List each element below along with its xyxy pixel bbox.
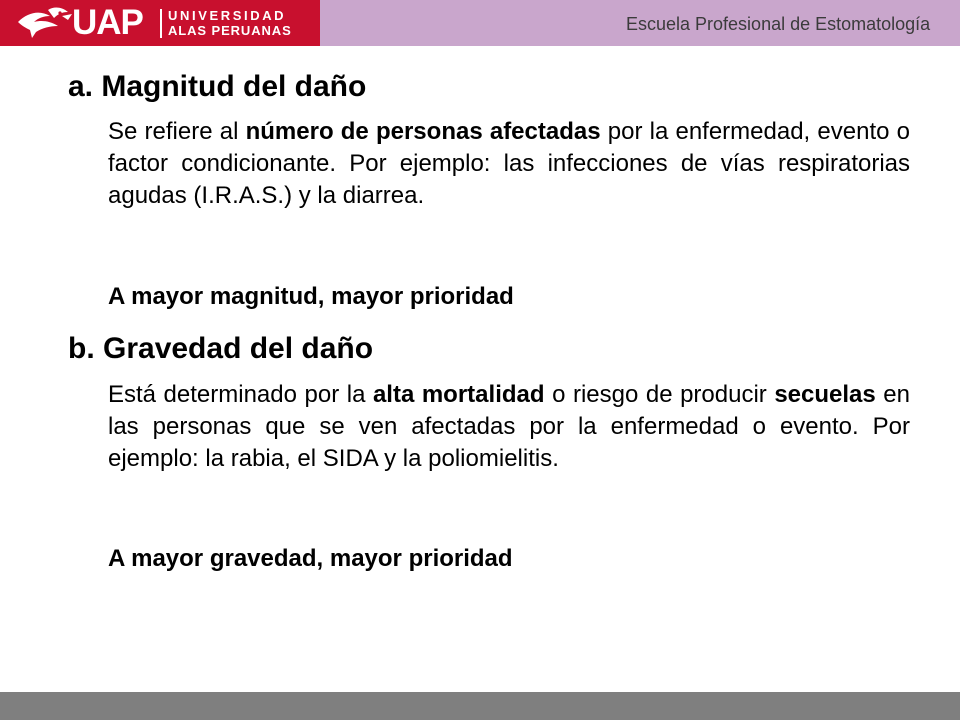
condor-emblem-icon: [14, 4, 78, 42]
header-band: [0, 0, 960, 46]
text-segment: o riesgo de producir: [544, 381, 775, 408]
emphasis-affected-people: número de personas afectadas: [245, 118, 601, 145]
emphasis-high-mortality: alta mortalidad: [372, 381, 545, 408]
university-logo: [0, 0, 320, 46]
paragraph-severity: [108, 379, 910, 475]
footer-band: [0, 692, 960, 720]
text-segment: Se refiere al: [108, 118, 246, 145]
conclusion-magnitude: A mayor magnitud, mayor prioridad: [108, 283, 514, 310]
brand-acronym: UAP: [72, 3, 143, 42]
brand-name-line-2: ALAS PERUANAS: [168, 23, 292, 38]
text-segment: Está determinado por la: [108, 381, 373, 408]
text-segment: en las personas que se ven afectadas por la enfermedad o evento. Por ejemplo: la rabia, el SIDA y la poliomielitis.: [108, 381, 910, 472]
heading-magnitude: a. Magnitud del daño: [68, 70, 367, 103]
logo-divider: [160, 9, 162, 38]
text-segment: por la enfermedad, evento o factor condicionante. Por ejemplo: las infecciones de vías respiratorias agudas (I.R.A.S.) y la diarrea.: [108, 118, 910, 209]
emphasis-sequelae: secuelas: [774, 381, 876, 408]
conclusion-severity: A mayor gravedad, mayor prioridad: [108, 545, 513, 572]
brand-name-line-1: UNIVERSIDAD: [168, 8, 287, 23]
school-name: Escuela Profesional de Estomatología: [626, 14, 931, 34]
heading-severity: b. Gravedad del daño: [68, 332, 374, 365]
paragraph-magnitude: [108, 116, 910, 212]
